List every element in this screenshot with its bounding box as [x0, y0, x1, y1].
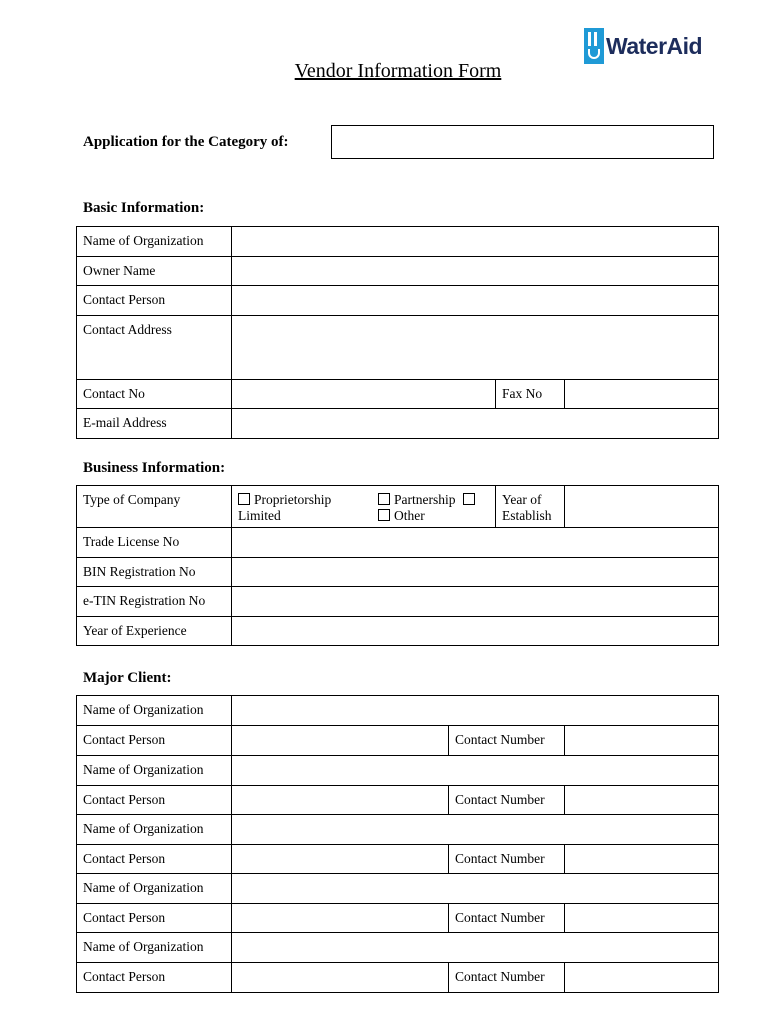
client-person-field[interactable]	[232, 963, 449, 993]
contact-person-label: Contact Person	[77, 286, 232, 316]
client-org-field[interactable]	[232, 874, 719, 904]
checkbox-icon[interactable]	[378, 493, 390, 505]
client-number-label: Contact Number	[449, 963, 565, 993]
client-person-label: Contact Person	[77, 963, 232, 993]
contact-address-field[interactable]	[232, 316, 719, 380]
page-title: Vendor Information Form	[294, 60, 502, 82]
experience-field[interactable]	[232, 617, 719, 646]
option-partnership[interactable]: Partnership	[378, 492, 479, 508]
client-number-label: Contact Number	[449, 726, 565, 756]
etin-registration-label: e-TIN Registration No	[77, 587, 232, 617]
checkbox-icon[interactable]	[238, 493, 250, 505]
option-proprietorship[interactable]: Proprietorship	[238, 492, 331, 508]
basic-information-table	[76, 226, 719, 439]
option-other[interactable]: Other	[378, 508, 425, 524]
client-org-label: Name of Organization	[77, 696, 232, 726]
wateraid-logo	[584, 28, 702, 64]
client-org-field[interactable]	[232, 756, 719, 786]
client-org-field[interactable]	[232, 933, 719, 963]
client-person-label: Contact Person	[77, 786, 232, 815]
company-type-label: Type of Company	[77, 486, 232, 528]
wateraid-logo-icon	[584, 28, 604, 64]
year-establish-label: Year of Establish	[496, 486, 565, 528]
client-person-field[interactable]	[232, 904, 449, 933]
trade-license-label: Trade License No	[77, 528, 232, 558]
client-person-label: Contact Person	[77, 845, 232, 874]
client-org-label: Name of Organization	[77, 874, 232, 904]
contact-person-field[interactable]	[232, 286, 719, 316]
client-person-label: Contact Person	[77, 726, 232, 756]
application-category-label: Application for the Category of:	[83, 134, 289, 150]
company-type-options	[232, 486, 496, 528]
contact-no-field[interactable]	[232, 380, 496, 409]
contact-no-label: Contact No	[77, 380, 232, 409]
client-org-label: Name of Organization	[77, 933, 232, 963]
client-org-field[interactable]	[232, 696, 719, 726]
client-number-field[interactable]	[565, 845, 719, 874]
client-person-field[interactable]	[232, 845, 449, 874]
owner-name-field[interactable]	[232, 257, 719, 286]
experience-label: Year of Experience	[77, 617, 232, 646]
org-name-label: Name of Organization	[77, 227, 232, 257]
trade-license-field[interactable]	[232, 528, 719, 558]
year-establish-field[interactable]	[565, 486, 719, 528]
client-number-label: Contact Number	[449, 845, 565, 874]
client-org-label: Name of Organization	[77, 815, 232, 845]
client-number-field[interactable]	[565, 786, 719, 815]
org-name-field[interactable]	[232, 227, 719, 257]
client-person-field[interactable]	[232, 786, 449, 815]
owner-name-label: Owner Name	[77, 257, 232, 286]
logo-text: WaterAid	[606, 32, 703, 59]
application-category-field[interactable]	[331, 125, 714, 159]
checkbox-limited-icon[interactable]	[463, 493, 475, 505]
major-client-table	[76, 695, 719, 993]
etin-registration-field[interactable]	[232, 587, 719, 617]
bin-registration-label: BIN Registration No	[77, 558, 232, 587]
major-client-heading: Major Client:	[83, 670, 172, 686]
email-label: E-mail Address	[77, 409, 232, 439]
client-number-label: Contact Number	[449, 904, 565, 933]
client-number-field[interactable]	[565, 726, 719, 756]
client-person-field[interactable]	[232, 726, 449, 756]
email-field[interactable]	[232, 409, 719, 439]
fax-no-label: Fax No	[496, 380, 565, 409]
fax-no-field[interactable]	[565, 380, 719, 409]
bin-registration-field[interactable]	[232, 558, 719, 587]
client-org-field[interactable]	[232, 815, 719, 845]
client-number-field[interactable]	[565, 963, 719, 993]
basic-information-heading: Basic Information:	[83, 200, 205, 216]
option-limited-label: Limited	[238, 508, 281, 523]
checkbox-icon[interactable]	[378, 509, 390, 521]
client-org-label: Name of Organization	[77, 756, 232, 786]
contact-address-label: Contact Address	[77, 316, 232, 380]
client-number-label: Contact Number	[449, 786, 565, 815]
business-information-heading: Business Information:	[83, 460, 226, 476]
client-person-label: Contact Person	[77, 904, 232, 933]
client-number-field[interactable]	[565, 904, 719, 933]
business-information-table	[76, 485, 719, 646]
